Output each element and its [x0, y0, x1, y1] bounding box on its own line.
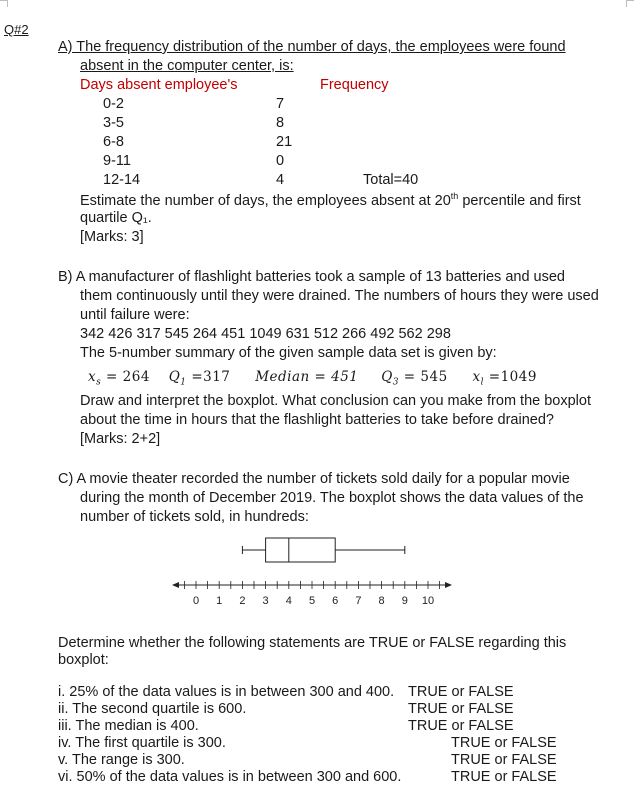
table-row-days: 6-8	[103, 134, 124, 150]
statement-answer[interactable]: TRUE or FALSE	[451, 752, 557, 768]
partA-estimate-text-b: percentile and first	[458, 192, 581, 209]
table-total: Total=40	[363, 172, 419, 188]
boxplot-axis-label: 7	[355, 595, 362, 607]
partA-line1: A) The frequency distribution of the number of days, the employees were found	[58, 39, 566, 55]
statement: i. 25% of the data values is in between 300 and 400.	[58, 684, 395, 700]
statement: ii. The second quartile is 600.	[58, 701, 247, 717]
boxplot-axis-label: 6	[332, 595, 339, 607]
summary-q1: $Q_1 =317$	[168, 369, 231, 388]
partC-determine-line2: boxplot:	[58, 652, 109, 668]
corner-mark-left-v	[7, 0, 8, 7]
partB-line: Draw and interpret the boxplot. What conclusion can you make from the boxplot	[80, 393, 591, 409]
boxplot-axis-label: 4	[285, 595, 292, 607]
summary-xl: $x_l =1049$	[472, 369, 537, 388]
summary-xs: $x_s = 264$	[88, 369, 150, 388]
five-number-summary	[88, 369, 537, 388]
table-row-days: 9-11	[103, 153, 131, 169]
table-row-freq: 7	[276, 96, 285, 112]
boxplot-axis-label: 0	[192, 595, 200, 607]
boxplot-figure	[160, 532, 470, 612]
statement-answer[interactable]: TRUE or FALSE	[451, 735, 557, 751]
partB-data-values: 342 426 317 545 264 451 1049 631 512 266 492 562 298	[80, 326, 451, 342]
boxplot-axis-label: 2	[239, 595, 246, 607]
axis-arrow-right	[445, 582, 452, 588]
partA-marks: [Marks: 3]	[80, 229, 144, 245]
table-header-days: Days absent employee's	[80, 77, 238, 93]
statement: iv. The first quartile is 300.	[58, 735, 226, 751]
partB-line: them continuously until they were drained. The numbers of hours they were used	[80, 288, 599, 304]
table-row-freq: 21	[276, 134, 293, 150]
partB-line: until failure were:	[80, 307, 190, 323]
partC-line: during the month of December 2019. The boxplot shows the data values of the	[80, 490, 584, 506]
partA-line2: absent in the computer center, is:	[80, 58, 294, 74]
axis-arrow-left	[172, 582, 179, 588]
boxplot-axis-label: 3	[262, 595, 269, 607]
table-row-freq: 8	[276, 115, 285, 131]
partA-estimate	[80, 191, 581, 209]
table-row-days: 0-2	[103, 96, 124, 112]
partB-line: B) A manufacturer of flashlight batteries took a sample of 13 batteries and used	[58, 269, 565, 285]
boxplot-axis-label: 9	[401, 595, 408, 607]
statement-answer[interactable]: TRUE or FALSE	[408, 684, 514, 700]
boxplot-axis-label: 5	[308, 595, 316, 607]
table-row-days: 3-5	[103, 115, 124, 131]
boxplot-axis-label: 8	[378, 595, 385, 607]
partC-line: C) A movie theater recorded the number of tickets sold daily for a popular movie	[58, 471, 570, 487]
table-row-freq: 0	[276, 153, 285, 169]
statement: v. The range is 300.	[58, 752, 185, 768]
statement-answer[interactable]: TRUE or FALSE	[408, 701, 514, 717]
partB-line: The 5-number summary of the given sample data set is given by:	[80, 345, 497, 361]
statement: vi. 50% of the data values is in between 300 and 600.	[58, 769, 402, 785]
partA-estimate-sup: th	[450, 191, 459, 201]
partC-determine: Determine whether the following statements are TRUE or FALSE regarding this	[58, 635, 567, 651]
summary-q3: $Q_3 = 545$	[381, 369, 448, 388]
partA-estimate-line2: quartile Q₁.	[80, 210, 152, 226]
table-row-days: 12-14	[103, 172, 141, 188]
question-number: Q#2	[4, 22, 29, 37]
statement-answer[interactable]: TRUE or FALSE	[451, 769, 557, 785]
statement: iii. The median is 400.	[58, 718, 199, 734]
statement-answer[interactable]: TRUE or FALSE	[408, 718, 514, 734]
partB-line: about the time in hours that the flashlight batteries to take before drained?	[80, 412, 554, 428]
partC-line: number of tickets sold, in hundreds:	[80, 509, 309, 525]
boxplot-axis-label: 10	[421, 595, 435, 607]
table-row-freq: 4	[276, 172, 285, 188]
partA-estimate-text: Estimate the number of days, the employees absent at 20	[80, 192, 451, 209]
partB-marks: [Marks: 2+2]	[80, 431, 161, 447]
boxplot-axis-label: 1	[216, 595, 223, 607]
corner-mark-right-v	[626, 0, 627, 7]
corner-mark-right	[626, 0, 634, 1]
table-header-frequency: Frequency	[320, 77, 389, 93]
boxplot-box	[266, 538, 336, 562]
summary-median: Median = 451	[255, 369, 359, 385]
